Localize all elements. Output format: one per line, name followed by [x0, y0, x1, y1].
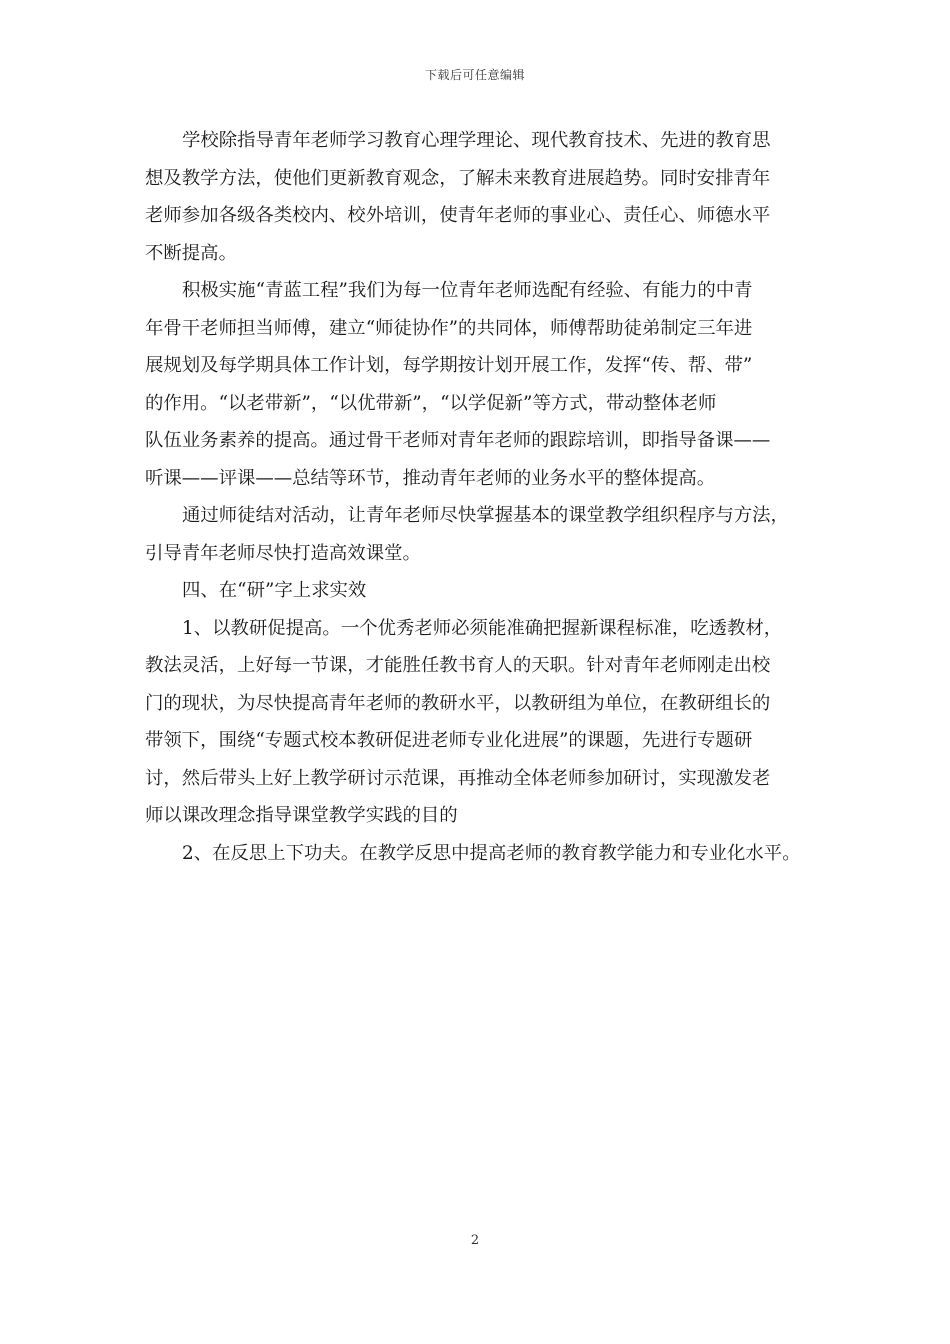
text-line: 师以课改理念指导课堂教学实践的目的 [145, 805, 458, 826]
text-line: 讨，然后带头上好上教学研讨示范课，再推动全体老师参加研讨，实现激发老 [145, 767, 771, 789]
text-line: 教法灵活，上好每一节课，才能胜任教书育人的天职。针对青年老师刚走出校 [145, 655, 771, 676]
text-line: 四、在“研”字上求实效 [182, 580, 367, 601]
text-line: 年骨干老师担当师傅，建立“师徒协作”的共同体，师傅帮助徒弟制定三年进 [145, 317, 753, 339]
paragraph-qinglan-project [145, 272, 813, 497]
page-header-note: 下载后可任意编辑 [424, 68, 525, 82]
text-line: 不断提高。 [145, 242, 237, 264]
text-line: 2、在反思上下功夫。在教学反思中提高老师的教育教学能力和专业化水平。 [182, 842, 801, 864]
text-line: 老师参加各级各类校内、校外培训，使青年老师的事业心、责任心、师德水平 [145, 205, 771, 226]
text-line: 门的现状，为尽快提高青年老师的教研水平，以教研组为单位，在教研组长的 [145, 692, 771, 714]
text-line: 1、以教研促提高。一个优秀老师必须能准确把握新课程标准，吃透教材， [182, 617, 783, 639]
text-line: 积极实施“青蓝工程”我们为每一位青年老师选配有经验、有能力的中青 [182, 280, 753, 301]
text-line: 学校除指导青年老师学习教育心理学理论、现代教育技术、先进的教育思 [182, 130, 771, 151]
paragraph-mentoring [145, 497, 813, 572]
text-line: 展规划及每学期具体工作计划，每学期按计划开展工作，发挥“传、帮、带” [145, 355, 753, 376]
paragraph-reflection [145, 835, 813, 873]
text-line: 通过师徒结对活动，让青年老师尽快掌握基本的课堂教学组织程序与方法， [182, 505, 789, 526]
text-line: 的作用。“以老带新”，“以优带新”，“以学促新”等方式，带动整体老师 [145, 392, 717, 414]
page-number: 2 [470, 1233, 480, 1248]
text-line: 听课——评课——总结等环节，推动青年老师的业务水平的整体提高。 [145, 467, 716, 489]
text-line: 引导青年老师尽快打造高效课堂。 [145, 542, 421, 564]
section-heading [145, 572, 813, 610]
text-line: 想及教学方法，使他们更新教育观念，了解未来教育进展趋势。同时安排青年 [145, 167, 771, 189]
text-line: 带领下，围绕“专题式校本教研促进老师专业化进展”的课题，先进行专题研 [145, 730, 753, 751]
document-body [145, 122, 813, 872]
paragraph-teaching-research [145, 610, 813, 835]
paragraph-training [145, 122, 813, 272]
text-line: 队伍业务素养的提高。通过骨干老师对青年老师的跟踪培训，即指导备课—— [145, 430, 771, 451]
